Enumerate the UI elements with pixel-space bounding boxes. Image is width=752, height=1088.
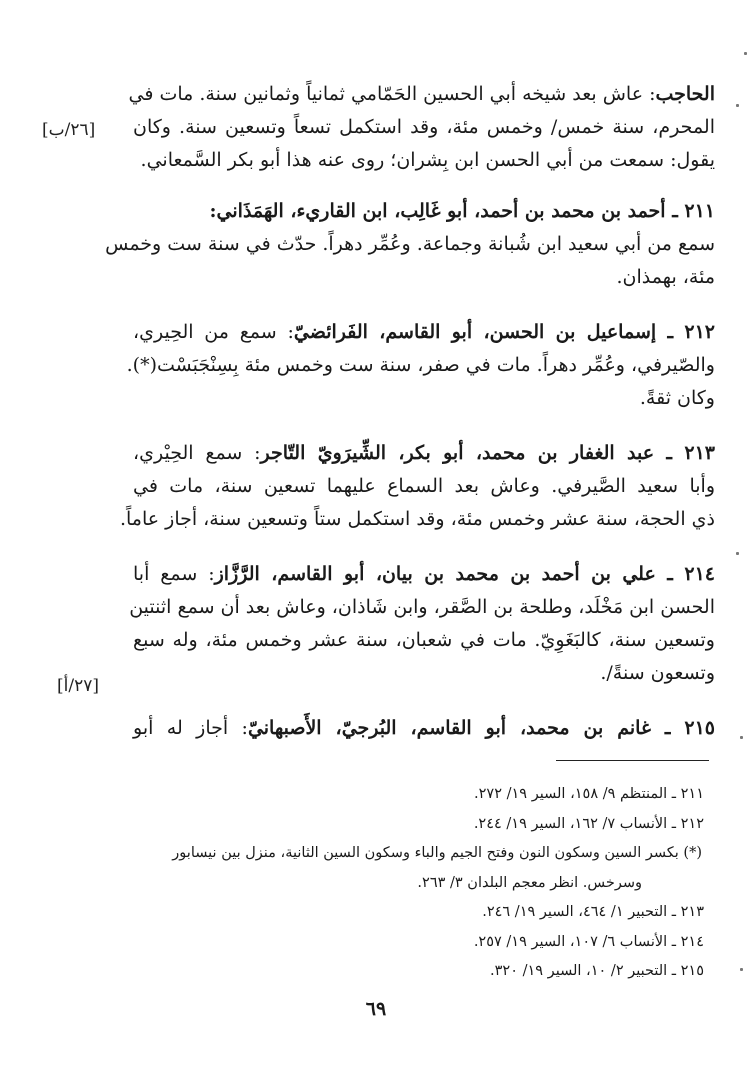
text-line: وكان ثقةً.: [639, 387, 715, 409]
text-line: المحرم، سنة خمس/ وخمس مئة، وقد استكمل تسعاً وتسعين سنة. وكان: [133, 116, 715, 138]
text-line: وأبا سعيد الصَّيرفي. وعاش بعد السماع عليهما تسعين سنة، مات في: [133, 475, 715, 497]
entry-214: [129, 558, 715, 690]
text-line: الحسن ابن مَخْلَد، وطلحة بن الصَّقر، وابن شَاذان، وعاش بعد أن سمع اثنتين: [129, 596, 715, 618]
text-line: مئة، بهمذان.: [616, 266, 715, 288]
scan-speck: [736, 104, 739, 107]
text-line: ٢١٣ ـ عبد الغفار بن محمد، أبو بكر، الشِّيرَويّ التّاجر: سمع الحِيْري،: [133, 442, 715, 464]
scan-speck: [736, 552, 739, 555]
text-line: ذي الحجة، سنة عشر وخمس مئة، وقد استكمل ستاً وتسعين سنة، أجاز عاماً.: [119, 508, 715, 530]
scan-speck: [740, 968, 743, 971]
scan-speck: [740, 736, 743, 739]
footnotes: [130, 780, 712, 987]
text-line: والصّيرفي، وعُمِّر دهراً. مات في صفر، سنة ست وخمس مئة بِسِنْجَبَسْت(*).: [126, 354, 715, 376]
entry-215: [133, 712, 715, 745]
text-line: ٢١٥ ـ غانم بن محمد، أبو القاسم، البُرجيّ، الأَصبهانيّ: أجاز له أبو: [133, 717, 716, 739]
scan-speck: [744, 52, 747, 55]
text-line: الحاجب: عاش بعد شيخه أبي الحسين الحَمّامي ثمانياً وثمانين سنة. مات في: [128, 83, 715, 105]
page-number: ٦٩: [365, 998, 387, 1020]
entry-continuation: [128, 78, 715, 177]
footnote: ٢١٤ ـ الأنساب ٦/ ١٠٧، السير ١٩/ ٢٥٧.: [473, 933, 704, 950]
entry-heading: ٢١٣ ـ عبد الغفار بن محمد، أبو بكر، الشِّيرَويّ التّاجر: [260, 442, 715, 464]
main-text: [105, 78, 716, 767]
entry-heading: ٢١١ ـ أحمد بن محمد بن أحمد، أبو غَالِب، ابن القاريء، الهَمَذَاني:: [209, 200, 715, 222]
footnote-star: (*) بكسر السين وسكون النون وفتح الجيم والباء وسكون السين الثانية، منزل بين نيسابور: [172, 845, 702, 861]
text-line: يقول: سمعت من أبي الحسن ابن بِشران؛ روى عنه هذا أبو بكر السَّمعاني.: [140, 149, 715, 171]
entry-213: [119, 437, 715, 536]
entry-heading: ٢١٢ ـ إسماعيل بن الحسن، أبو القاسم، الفَرائضيّ: [293, 321, 715, 343]
text-line: سمع من أبي سعيد ابن شُبانة وجماعة. وعُمِّر دهراً. حدّث في سنة ست وخمس: [105, 233, 715, 255]
text-line: ٢١٢ ـ إسماعيل بن الحسن، أبو القاسم، الفَرائضيّ: سمع من الحِيري،: [133, 321, 715, 343]
text-line: وتسعون سنةً/.: [600, 662, 715, 684]
entry-212: [126, 316, 715, 415]
footnote-separator: [556, 760, 709, 761]
text-line: وتسعين سنة، كالبَغَوِيّ. مات في شعبان، سنة عشر وخمس مئة، وله سبع: [133, 629, 715, 651]
footnote-star-continuation: وسرخس. انظر معجم البلدان ٣/ ٢٦٣.: [417, 874, 642, 891]
entry-heading: ٢١٥ ـ غانم بن محمد، أبو القاسم، البُرجيّ، الأَصبهانيّ: [247, 717, 716, 739]
entry-211: [105, 195, 715, 294]
margin-folio-note: [٢٦/ب]: [42, 120, 96, 140]
entry-label: الحاجب: [655, 83, 715, 105]
footnote: ٢١٥ ـ التحبير ٢/ ١٠، السير ١٩/ ٣٢٠.: [490, 963, 704, 979]
entry-heading: ٢١٤ ـ علي بن أحمد بن محمد بن بيان، أبو القاسم، الرَّزَّاز: [214, 563, 715, 585]
text-line: ٢١٤ ـ علي بن أحمد بن محمد بن بيان، أبو القاسم، الرَّزَّاز: سمع أبا: [133, 563, 715, 585]
footnote: ٢١٢ ـ الأنساب ٧/ ١٦٢، السير ١٩/ ٢٤٤.: [473, 815, 704, 832]
footnote: ٢١٣ ـ التحبير ١/ ٤٦٤، السير ١٩/ ٢٤٦.: [482, 904, 704, 920]
footnote: ٢١١ ـ المنتظم ٩/ ١٥٨، السير ١٩/ ٢٧٢.: [474, 786, 704, 802]
margin-folio-note: [٢٧/أ]: [57, 676, 99, 696]
